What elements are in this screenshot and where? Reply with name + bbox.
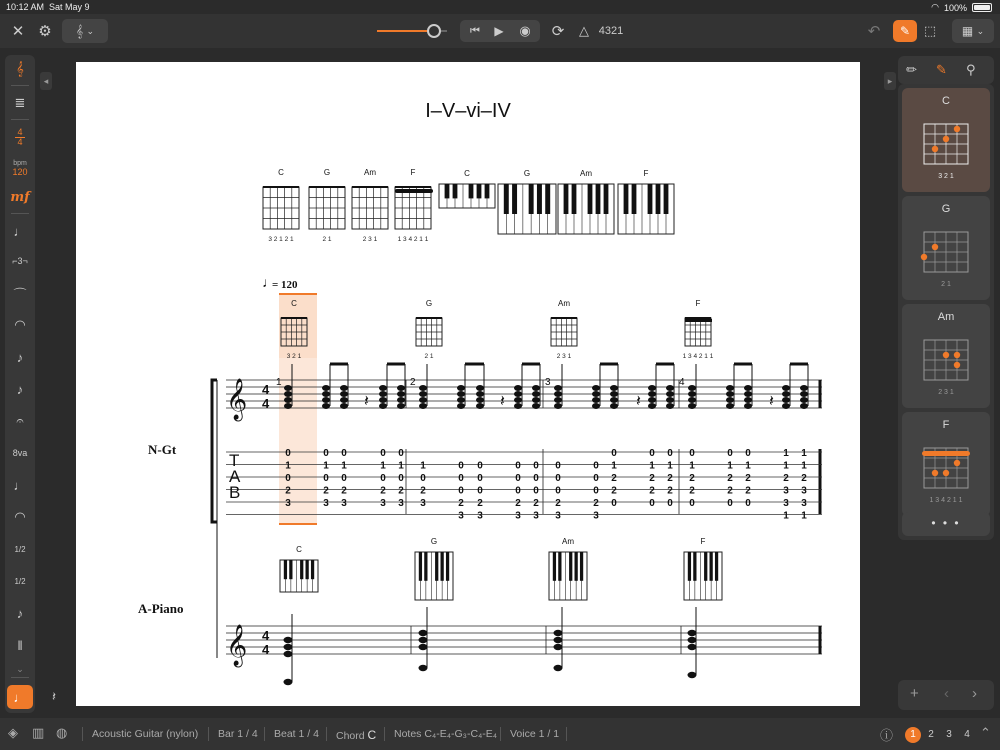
tab-fret-number[interactable]: 2	[745, 485, 751, 497]
note-duration-icon[interactable]: ♩	[13, 223, 27, 239]
tab-fret-number[interactable]: 1	[667, 460, 673, 472]
tab-fret-number[interactable]: 1	[398, 460, 404, 472]
tab-fret-number[interactable]: 2	[555, 498, 561, 509]
score-view-icon: 𝄞	[76, 23, 84, 38]
note-input-icon[interactable]: ♩	[7, 685, 33, 709]
metronome-icon[interactable]: △	[579, 23, 589, 38]
tab-fret-number[interactable]: 1	[783, 448, 789, 459]
note-chord[interactable]	[322, 364, 330, 409]
current-chord[interactable]: Chord C	[336, 728, 377, 742]
tab-fret-number[interactable]: 0	[667, 498, 673, 509]
tab-letter: A	[229, 467, 241, 486]
treble-clef: 𝄞	[226, 625, 248, 666]
measure-fingering: 3 2 1	[286, 353, 302, 360]
measure-chord-name: Am	[558, 299, 570, 308]
tab-fret-number[interactable]: 0	[380, 448, 386, 459]
current-notes[interactable]: Notes C₄-E₄-G₃-C₄-E₄	[394, 728, 498, 740]
tab-fret-number[interactable]: 2	[611, 485, 617, 497]
instrument-name-piano[interactable]: A-Piano	[138, 601, 184, 616]
tab-fret-number[interactable]: 3	[515, 510, 521, 522]
beat-position[interactable]: Beat 1 / 4	[274, 728, 319, 740]
tab-fret-number[interactable]: 2	[458, 498, 464, 509]
chord-card-am[interactable]	[902, 304, 990, 408]
time-sig-bottom: 4	[262, 642, 270, 657]
loop-icon[interactable]: ⟳	[551, 23, 565, 40]
chord-card-name: F	[942, 419, 950, 431]
close-icon[interactable]: ✕	[11, 23, 25, 40]
instrument-name-guitar[interactable]: N-Gt	[148, 442, 177, 457]
toolbar	[0, 14, 1000, 48]
chord-card-name: Am	[937, 311, 955, 323]
piano-measure-chord-name: C	[296, 545, 302, 554]
tab-fret-number[interactable]: 0	[458, 485, 464, 497]
page-number-3[interactable]: 3	[946, 729, 952, 740]
measure-chord-name: C	[291, 299, 297, 308]
selection-highlight	[279, 294, 317, 358]
bottom-status-bar	[0, 718, 1000, 750]
tab-fret-number[interactable]: 2	[611, 473, 617, 484]
pencil-icon[interactable]: ✏	[906, 62, 917, 77]
tab-fret-number[interactable]: 3	[801, 485, 807, 497]
tab-fret-number[interactable]: 1	[745, 460, 751, 472]
tab-fret-number[interactable]: 2	[667, 473, 673, 484]
score-canvas[interactable]	[76, 62, 860, 706]
piano-note-chord[interactable]	[688, 607, 697, 678]
note-chord[interactable]	[800, 364, 808, 409]
tab-fret-number[interactable]: 1	[801, 460, 807, 472]
record-icon[interactable]: ◉	[519, 23, 531, 38]
tab-fret-number[interactable]: 0	[593, 473, 599, 484]
tab-fret-number[interactable]: 2	[689, 485, 695, 497]
chord-card-f[interactable]	[902, 412, 990, 516]
page-number-4[interactable]: 4	[964, 729, 970, 740]
tab-fret-number[interactable]: 2	[285, 485, 291, 497]
tab-fret-number[interactable]: 0	[398, 473, 404, 484]
battery-icon	[972, 3, 992, 12]
instrument-name[interactable]: Acoustic Guitar (nylon)	[92, 728, 199, 740]
tab-fret-number[interactable]: 2	[801, 473, 807, 484]
add-icon[interactable]: +	[910, 685, 919, 702]
tab-fret-number[interactable]: 2	[593, 498, 599, 509]
tab-fret-number[interactable]: 0	[555, 485, 561, 497]
tab-fret-number[interactable]: 3	[380, 498, 386, 509]
eraser-icon[interactable]: ✎	[936, 62, 947, 77]
tab-fret-number[interactable]: 2	[727, 473, 733, 484]
tie-icon[interactable]: ⌒	[13, 286, 27, 302]
legend-barre	[395, 189, 433, 193]
note-chord[interactable]	[457, 364, 465, 409]
piano-note-chord[interactable]	[284, 614, 293, 685]
chevron-up-icon[interactable]: ⌃	[980, 725, 991, 740]
legend-fingering: 2 1	[322, 236, 332, 243]
measure-chord-name: F	[695, 299, 701, 308]
tempo-note-icon: ♩	[262, 274, 276, 290]
measure-fingering: 2 1	[424, 353, 434, 360]
legend-chord-name: Am	[364, 168, 376, 177]
piano-note-chord[interactable]	[419, 607, 428, 671]
bar-number: 1	[276, 377, 282, 388]
tab-fret-number[interactable]: 1	[689, 460, 695, 472]
right-tools	[898, 56, 994, 84]
collapse-left-icon[interactable]: ◂	[40, 72, 52, 90]
tab-fret-number[interactable]: 3	[533, 510, 539, 522]
tab-fret-number[interactable]: 0	[477, 460, 483, 472]
legend-chord-name: F	[410, 168, 416, 177]
piano-note-chord[interactable]	[554, 607, 563, 671]
bend-icon[interactable]: ♩	[13, 477, 27, 493]
tab-fret-number[interactable]: 1	[801, 448, 807, 459]
tab-fret-number[interactable]: 0	[341, 448, 347, 459]
eyedropper-icon[interactable]: ⚲	[966, 62, 976, 77]
play-icon[interactable]: ▶	[494, 24, 504, 38]
chord-card-diagram	[918, 436, 974, 510]
chord-card-fingering: 2 1	[941, 281, 951, 288]
quarter-rest: 𝄽	[364, 393, 369, 410]
chevron-right-icon[interactable]: ›	[972, 685, 977, 702]
tab-fret-number[interactable]: 3	[398, 498, 404, 509]
page-number-2[interactable]: 2	[928, 729, 934, 740]
tab-fret-number[interactable]: 0	[515, 473, 521, 484]
bar-number: 2	[410, 377, 416, 388]
chord-panel	[898, 84, 994, 540]
tab-fret-number[interactable]: 3	[783, 498, 789, 509]
bar-position[interactable]: Bar 1 / 4	[218, 728, 258, 740]
tab-fret-number[interactable]: 0	[533, 460, 539, 472]
notation-palette	[5, 55, 35, 713]
layers-icon[interactable]: ◈	[8, 725, 18, 740]
voice-indicator[interactable]: Voice 1 / 1	[510, 728, 560, 740]
tab-fret-number[interactable]: 0	[420, 473, 426, 484]
tab-fret-number[interactable]: 2	[420, 485, 426, 497]
tab-fret-number[interactable]: 0	[458, 473, 464, 484]
chord-card-fingering: 3 2 1	[938, 173, 954, 180]
tab-fret-number[interactable]: 2	[477, 498, 483, 509]
tab-fret-number[interactable]: 0	[398, 448, 404, 459]
chevron-down-icon: ⌄	[86, 25, 94, 36]
tab-fret-number[interactable]: 2	[398, 485, 404, 497]
note-chord[interactable]	[397, 364, 405, 409]
tab-fret-number[interactable]: 3	[420, 498, 426, 509]
tab-fret-number[interactable]: 2	[727, 485, 733, 497]
tab-fret-number[interactable]: 0	[341, 473, 347, 484]
piano-measure-chord-name: Am	[562, 537, 574, 546]
note-chord[interactable]	[340, 364, 348, 409]
note-chord[interactable]	[610, 364, 618, 409]
page-number-1[interactable]: 1	[905, 727, 921, 743]
tab-fret-number[interactable]: 2	[533, 498, 539, 509]
staff-tool-icon[interactable]: ≣	[14, 95, 26, 110]
slur-icon[interactable]: ◠	[14, 317, 26, 332]
system-bracket	[212, 380, 217, 522]
quarter-rest: 𝄽	[769, 393, 774, 410]
tab-fret-number[interactable]: 3	[477, 510, 483, 522]
legend-chord-name: G	[323, 168, 331, 177]
tuplet-icon[interactable]: ⌐3¬	[12, 256, 28, 266]
count-in-label[interactable]: 4321	[598, 25, 624, 37]
bar-number: 4	[679, 377, 685, 388]
tab-fret-number[interactable]: 0	[477, 473, 483, 484]
volume-slider-thumb[interactable]	[427, 24, 441, 38]
fermata-icon[interactable]: 𝄐	[16, 413, 24, 428]
tab-fret-number[interactable]: 0	[515, 485, 521, 497]
note-chord[interactable]	[726, 364, 734, 409]
chevron-left-icon[interactable]: ‹	[944, 685, 949, 702]
treble-clef: 𝄞	[226, 379, 248, 420]
time-sig-top: 4	[262, 382, 270, 397]
tab-fret-number[interactable]: 0	[593, 460, 599, 472]
tab-fret-number[interactable]: 2	[667, 485, 673, 497]
note-chord[interactable]	[514, 364, 522, 409]
tab-fret-number[interactable]: 2	[380, 485, 386, 497]
note-chord[interactable]	[476, 364, 484, 409]
tab-fret-number[interactable]: 2	[689, 473, 695, 484]
note-chord[interactable]	[419, 364, 427, 409]
tab-fret-number[interactable]: 0	[593, 485, 599, 497]
legend-piano-chord-name: C	[464, 169, 470, 178]
score-title[interactable]: I–V–vi–IV	[425, 100, 511, 122]
tab-fret-number[interactable]: 0	[515, 460, 521, 472]
tab-fret-number[interactable]: 0	[555, 473, 561, 484]
tab-fret-number[interactable]: 1	[611, 460, 617, 472]
time-sig-top: 4	[262, 628, 270, 643]
tab-fret-number[interactable]: 1	[323, 460, 329, 472]
chord-card-diagram	[918, 220, 974, 294]
select-icon[interactable]: ⬚	[923, 23, 937, 38]
tab-fret-number[interactable]: 0	[689, 498, 695, 509]
tab-fret-number[interactable]: 3	[458, 510, 464, 522]
chevron-down-icon: ⌄	[976, 25, 985, 36]
chord-card-g[interactable]	[902, 196, 990, 300]
tab-fret-number[interactable]: 2	[649, 485, 655, 497]
tab-fret-number[interactable]: 2	[323, 485, 329, 497]
more-chords-button[interactable]: • • •	[902, 512, 990, 536]
score-page[interactable]	[76, 62, 860, 706]
note-chord[interactable]	[744, 364, 752, 409]
tab-fret-number[interactable]: 1	[727, 460, 733, 472]
tab-fret-number[interactable]: 0	[477, 485, 483, 497]
tab-fret-number[interactable]: 1	[783, 510, 789, 522]
tab-fret-number[interactable]: 2	[341, 485, 347, 497]
right-bottom-controls	[898, 680, 994, 710]
tab-fret-number[interactable]: 3	[285, 498, 291, 509]
tab-fret-number[interactable]: 1	[420, 460, 426, 472]
piano-staff[interactable]	[226, 624, 822, 667]
quarter-rest: 𝄽	[500, 393, 505, 410]
tab-fret-number[interactable]: 0	[380, 473, 386, 484]
bar-number: 3	[545, 377, 551, 388]
chord-card-fingering: 1 3 4 2 1 1	[929, 497, 963, 504]
info-icon[interactable]: ⓘ	[880, 728, 894, 743]
tempo-tool[interactable]: bpm 120	[12, 160, 28, 177]
legend-piano-chord-name: F	[643, 169, 649, 178]
octave-tool[interactable]: 8va	[12, 448, 28, 458]
tab-fret-number[interactable]: 0	[727, 498, 733, 509]
half-release-tool[interactable]: 1/2	[14, 576, 26, 586]
note-chord[interactable]	[688, 364, 696, 409]
legend-piano-chord-name: Am	[580, 169, 592, 178]
grid-icon: ▦	[961, 24, 974, 38]
chord-card-c[interactable]	[902, 88, 990, 192]
tab-fret-number[interactable]: 0	[323, 448, 329, 459]
legend-fingering: 2 3 1	[362, 236, 378, 243]
legend-chord-name: C	[278, 168, 284, 177]
chord-card-name: C	[942, 95, 950, 107]
clef-tool-icon[interactable]: 𝄞	[16, 61, 24, 76]
chord-legend	[263, 168, 674, 243]
tab-fret-number[interactable]: 2	[783, 473, 789, 484]
hammer-on-icon[interactable]: ♪	[16, 605, 24, 621]
time-signature-tool[interactable]: 4 4	[5, 121, 35, 153]
note-chord[interactable]	[379, 364, 387, 409]
tab-fret-number[interactable]: 0	[611, 448, 617, 459]
measure-fingering: 1 3 4 2 1 1	[682, 353, 714, 360]
articulation-icon[interactable]: ♪	[16, 381, 24, 397]
tab-fret-number[interactable]: 0	[285, 473, 291, 484]
tab-fret-number[interactable]: 0	[745, 448, 751, 459]
tab-fret-number[interactable]: 0	[323, 473, 329, 484]
tab-letter: B	[229, 483, 241, 502]
tab-fret-number[interactable]: 0	[667, 448, 673, 459]
chord-card-fingering: 2 3 1	[938, 389, 954, 396]
rest-input-icon[interactable]: 𝄽	[52, 689, 56, 704]
time-sig-bottom: 4	[262, 396, 270, 411]
chord-card-diagram	[918, 112, 974, 186]
tab-fret-number[interactable]: 1	[285, 460, 291, 472]
tab-letter: T	[229, 451, 240, 470]
tempo-marking[interactable]: = 120	[272, 279, 298, 291]
undo-icon[interactable]: ↶	[867, 23, 881, 40]
grace-note-icon[interactable]: ♪	[16, 349, 24, 365]
tab-fret-number[interactable]: 0	[285, 448, 291, 459]
piano-measure-chord-name: G	[430, 537, 438, 546]
legend-piano-chord-name: G	[523, 169, 531, 178]
measure-chord-name: G	[425, 299, 433, 308]
transport-controls	[460, 20, 540, 42]
quarter-rest: 𝄽	[636, 393, 641, 410]
skip-back-icon[interactable]: ⏮	[470, 24, 480, 37]
tab-fret-number[interactable]: 0	[458, 460, 464, 472]
tab-fret-number[interactable]: 3	[783, 485, 789, 497]
tab-fret-number[interactable]: 1	[801, 510, 807, 522]
tab-fret-number[interactable]: 2	[745, 473, 751, 484]
dynamics-tool[interactable]: mf	[10, 189, 30, 205]
wifi-icon: ◠	[931, 2, 939, 12]
layout-menu[interactable]	[952, 19, 994, 43]
measure-fingering: 2 3 1	[556, 353, 572, 360]
tab-fret-number[interactable]: 3	[801, 498, 807, 509]
tab-fret-number[interactable]: 0	[533, 473, 539, 484]
measure-barre	[685, 319, 712, 322]
repeat-bar-icon[interactable]: ‖	[17, 637, 23, 653]
piano-measure-chord-name: F	[700, 537, 706, 546]
note-chord[interactable]	[554, 364, 562, 409]
half-bend-tool[interactable]: 1/2	[14, 544, 26, 554]
tab-fret-number[interactable]: 0	[727, 448, 733, 459]
tab-fret-number[interactable]: 0	[649, 498, 655, 509]
tab-fret-number[interactable]: 1	[783, 460, 789, 472]
tab-fret-number[interactable]: 1	[341, 460, 347, 472]
tab-fret-number[interactable]: 0	[649, 448, 655, 459]
tab-fret-number[interactable]: 3	[593, 510, 599, 522]
volume-slider[interactable]	[377, 30, 447, 32]
note-chord[interactable]	[592, 364, 600, 409]
status-time-date: 10:12 AM Sat May 9	[6, 2, 90, 12]
pen-icon: ✎	[899, 24, 911, 38]
tab-fret-number[interactable]: 1	[380, 460, 386, 472]
score-view-menu[interactable]	[62, 19, 108, 43]
vibrato-icon[interactable]: ◠	[14, 509, 26, 524]
tab-fret-number[interactable]: 0	[745, 498, 751, 509]
tab-fret-number[interactable]: 0	[555, 460, 561, 472]
piano-keyboard-icon[interactable]: ▥	[32, 725, 45, 740]
legend-fingering: 3 2 1 2 1	[268, 236, 294, 243]
tab-fret-number[interactable]: 2	[649, 473, 655, 484]
tab-fret-number[interactable]: 3	[341, 498, 347, 509]
note-chord[interactable]	[532, 364, 540, 409]
note-chord[interactable]	[648, 364, 656, 409]
chord-card-name: G	[941, 203, 951, 215]
tab-fret-number[interactable]: 0	[533, 485, 539, 497]
collapse-right-icon[interactable]: ▸	[884, 72, 896, 90]
status-right	[931, 2, 992, 13]
tab-fret-number[interactable]: 3	[555, 510, 561, 522]
tab-fret-number[interactable]: 3	[323, 498, 329, 509]
tab-fret-number[interactable]: 2	[515, 498, 521, 509]
battery-percent: 100%	[943, 2, 967, 13]
palette-icon[interactable]: ◍	[56, 725, 68, 740]
tab-fret-number[interactable]: 1	[649, 460, 655, 472]
tab-fret-number[interactable]: 0	[689, 448, 695, 459]
note-chord[interactable]	[782, 364, 790, 409]
note-chord[interactable]	[666, 364, 674, 409]
status-bar	[0, 0, 1000, 14]
pen-mode-button[interactable]	[893, 20, 917, 42]
gear-icon[interactable]: ⚙	[38, 23, 52, 40]
legend-fingering: 1 3 4 2 1 1	[397, 236, 429, 243]
tab-fret-number[interactable]: 0	[611, 498, 617, 509]
chevron-down-icon[interactable]: ⌄	[16, 663, 24, 674]
chord-card-diagram	[918, 328, 974, 402]
